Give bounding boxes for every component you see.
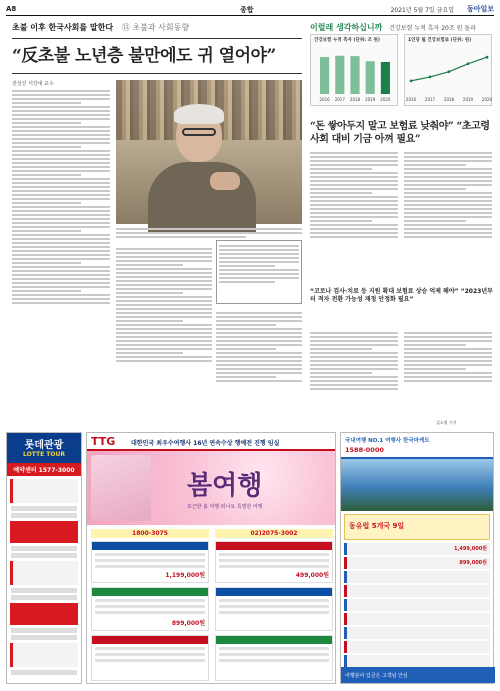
x-tick-label: 2019 bbox=[462, 97, 474, 102]
ttg-offer[interactable] bbox=[91, 541, 209, 583]
premium-chart-svg bbox=[407, 44, 491, 104]
x-tick-label: 2018 bbox=[349, 97, 361, 102]
data-point bbox=[448, 70, 451, 73]
section-name: 종합 bbox=[240, 6, 254, 14]
data-point bbox=[467, 62, 470, 65]
banner-subtitle: 포근한 봄 여행 떠나요 특별한 여행 bbox=[187, 504, 263, 510]
advertisement-area bbox=[6, 432, 494, 684]
newspaper-name: 동아일보 bbox=[466, 5, 494, 13]
right-body-column-3 bbox=[310, 330, 398, 426]
lotte-name: 롯데관광 bbox=[24, 440, 64, 451]
ttg-header bbox=[87, 433, 335, 451]
ad3-offer[interactable] bbox=[344, 557, 490, 569]
offer-price: 899,000원 bbox=[171, 620, 205, 627]
interviewee-photo bbox=[116, 80, 302, 224]
x-tick-label: 2019 bbox=[365, 97, 376, 102]
chart-bar bbox=[381, 62, 390, 94]
chart-title: 건강보험 누적 흑자 (단위: 조 원) bbox=[314, 38, 380, 43]
x-tick-label: 2017 bbox=[424, 97, 436, 102]
chart-title: 1인당 월 건강보험료 (단위: 원) bbox=[408, 38, 472, 43]
ad3-offer[interactable] bbox=[344, 585, 490, 597]
offer-price: 899,000원 bbox=[459, 560, 487, 566]
x-tick-label: 2018 bbox=[443, 97, 455, 102]
series-title bbox=[12, 22, 189, 33]
left-body-column-2 bbox=[116, 246, 212, 426]
ad3-photo bbox=[341, 459, 493, 511]
x-tick-label: 2016 bbox=[405, 97, 417, 102]
ttg-offer[interactable] bbox=[91, 587, 209, 631]
ad3-offer[interactable] bbox=[344, 571, 490, 583]
brand-label: 이럴래 생각하십니까 bbox=[310, 23, 383, 32]
offer-price: 1,499,000원 bbox=[454, 546, 487, 552]
feature-label: 동유럽 5개국 9일 bbox=[349, 522, 405, 530]
data-point bbox=[410, 79, 413, 82]
right-byline: 김소영 기자 bbox=[436, 420, 457, 425]
chart-bar bbox=[366, 61, 375, 94]
left-body-column-3 bbox=[216, 310, 302, 426]
banner-title: 봄여행 bbox=[187, 471, 263, 501]
offer-price: 499,000원 bbox=[295, 572, 329, 579]
right-column-brand bbox=[310, 22, 476, 33]
data-point bbox=[429, 76, 432, 79]
right-subhead: “코로나 검사·치료 등 지원 확대 보험료 상승 억제 해야” “2023년부터 적자 전환 가능성 재정 안정화 필요” bbox=[310, 288, 493, 303]
ttg-travel-ad[interactable] bbox=[86, 432, 336, 684]
lotte-name-en: LOTTE TOUR bbox=[23, 451, 65, 458]
ttg-offer[interactable] bbox=[215, 635, 333, 681]
series-tag: ⑬ 초불과 사회동향 bbox=[121, 23, 190, 32]
ttg-offer[interactable] bbox=[91, 635, 209, 681]
x-tick-label: 2017 bbox=[334, 97, 345, 102]
surplus-chart bbox=[310, 34, 398, 106]
ad3-offer[interactable] bbox=[344, 627, 490, 639]
publication-date: 2021년 5월 7일 금요일 bbox=[390, 7, 454, 14]
profile-box bbox=[216, 240, 302, 304]
left-body-column-1 bbox=[12, 88, 110, 424]
lotte-phone: 예약센터 1577-3000 bbox=[7, 463, 81, 476]
chart-bar bbox=[350, 56, 359, 94]
banner-photo bbox=[91, 455, 151, 521]
ad3-phone: 1588-0000 bbox=[345, 446, 384, 454]
brand-subtitle: 건강보험 누적 흑자 20조 원 돌파 bbox=[389, 25, 476, 32]
right-body-column-2 bbox=[404, 150, 492, 284]
ttg-offer[interactable] bbox=[215, 587, 333, 631]
masthead bbox=[6, 4, 494, 16]
domestic-travel-ad[interactable] bbox=[340, 432, 494, 684]
photo-caption bbox=[116, 226, 302, 240]
ttg-headline: 대한민국 최우수여행사 16년 연속수상 행예전 진행 임실 bbox=[131, 440, 280, 447]
offer-price: 1,199,000원 bbox=[165, 572, 205, 579]
series-line bbox=[411, 57, 487, 81]
chart-bar bbox=[335, 56, 344, 94]
ttg-offer[interactable] bbox=[215, 541, 333, 583]
ttg-logo: TTG bbox=[91, 435, 116, 448]
page-number: A8 bbox=[6, 5, 17, 13]
ad3-offer[interactable] bbox=[344, 543, 490, 555]
right-headline: “돈 쌓아두지 말고 보험료 낮춰야” “초고령사회 대비 기금 아껴 필요” bbox=[310, 121, 490, 145]
premium-chart bbox=[404, 34, 492, 106]
ad3-feature[interactable] bbox=[344, 514, 490, 540]
x-tick-label: 2016 bbox=[319, 97, 330, 102]
data-point bbox=[486, 56, 489, 59]
ad3-offer[interactable] bbox=[344, 599, 490, 611]
ad3-offer[interactable] bbox=[344, 655, 490, 667]
ad3-footer: 여행분야 입금은 고객님 안심 bbox=[341, 667, 495, 683]
lotte-logo bbox=[7, 433, 81, 463]
ad3-header bbox=[341, 433, 493, 459]
ttg-phone-1: 1800-3075 bbox=[91, 529, 209, 538]
left-byline: 전상진 서강대 교수 bbox=[12, 81, 54, 87]
lotte-tour-ad[interactable] bbox=[6, 432, 82, 684]
ttg-phone-2: 02)2075-3002 bbox=[215, 529, 333, 538]
surplus-chart-svg bbox=[313, 44, 397, 104]
series-label: 초불 이후 한국사회를 말한다 bbox=[12, 23, 114, 32]
right-body-column-4 bbox=[404, 330, 492, 418]
right-body-column-1 bbox=[310, 150, 398, 284]
ttg-banner bbox=[87, 451, 335, 525]
x-tick-label: 2020 bbox=[380, 97, 391, 102]
ad3-offer[interactable] bbox=[344, 613, 490, 625]
ad3-title: 국내여행 NO.1 여행사 한국마케트 bbox=[345, 438, 430, 444]
x-tick-label: 2020 bbox=[481, 97, 493, 102]
chart-bar bbox=[320, 57, 329, 94]
ad3-offer[interactable] bbox=[344, 641, 490, 653]
left-headline: “反초불 노년층 불만에도 귀 열어야” bbox=[12, 38, 302, 74]
